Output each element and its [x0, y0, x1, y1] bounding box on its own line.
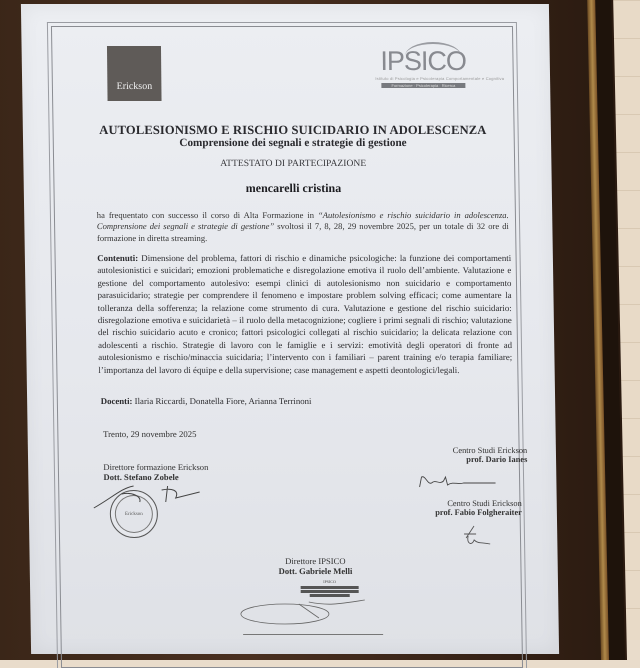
contents-paragraph — [97, 252, 512, 376]
intro-paragraph — [97, 210, 509, 244]
teachers-line — [101, 396, 515, 406]
ipsico-stamp-icon — [301, 580, 359, 598]
signer-role: Centro Studi Erickson — [447, 499, 522, 508]
signer-role: Direttore formazione Erickson — [103, 462, 209, 472]
signature-block-melli — [260, 556, 370, 576]
ipsico-logo — [375, 40, 505, 100]
zobele-signature-icon — [92, 482, 202, 512]
intro-prefix: ha frequentato con successo il corso di Alta Formazione in — [96, 210, 318, 220]
teachers-label: Docenti: — [100, 396, 133, 406]
signer-name: prof. Fabio Folgheraiter — [435, 508, 522, 517]
course-name: “Autolesionismo e rischio suicidario in adolescenza. Comprensione dei segnali e strategie di gestione” — [96, 210, 509, 232]
signer-name: Dott. Gabriele Melli — [278, 566, 353, 576]
stamp-text: Erickson — [124, 511, 143, 517]
ipsico-logo-subtitle: Istituto di Psicologia e Psicoterapia Comportamentale e Cognitiva — [375, 76, 505, 81]
signer-role: Direttore IPSICO — [285, 556, 346, 566]
contents-label: Contenuti: — [97, 253, 139, 263]
intro-suffix: svoltosi il 7, 8, 28, 29 novembre 2025, per un totale di 32 ore di formazione in diretta streaming. — [96, 221, 509, 243]
folgheraiter-signature-icon — [460, 524, 500, 550]
place-date: Trento, 29 novembre 2025 — [102, 429, 197, 439]
signature-block-ianes — [407, 446, 527, 464]
certificate-content — [67, 30, 528, 640]
certificate-title: AUTOLESIONISMO E RISCHIO SUICIDARIO IN ADOLESCENZA — [99, 123, 487, 137]
ipsico-stamp-text: IPSICO — [323, 579, 336, 584]
signature-underline — [243, 634, 383, 635]
ipsico-logo-text: IPSICO — [380, 46, 467, 76]
teachers-names: Ilaria Riccardi, Donatella Fiore, Arianna Terrinoni — [132, 396, 312, 406]
erickson-logo-text: Erickson — [116, 81, 153, 92]
ipsico-logo-band: Formazione · Psicoterapia · Ricerca — [381, 83, 465, 88]
contents-text: Dimensione del problema, fattori di rischio e dinamiche psicologiche: la funzione dei comportamenti autolesionistici e suicidari; emozioni problematiche e disregolazione emotiva il ruolo dell’ambiente. Valutazione e gestione del comportamento autolesivo: esempi clinici di autolesionismo non suicidario e comportamento parasuicidario; strategie per comprendere il fenomeno e impostare problem solving efficaci; come aumentare la tolleranza della sofferenza; la relazione come strumento di cura. Valutazione e gestione del rischio suicidario: disregolazione emotiva e suicidarietà – il ruolo della metacognizione; cogliere i primi segnali di rischio; valutazione del rischio suicidario acuto e cronico; fattori psicologici collegati al rischio suicidario; la delicata relazione con adolescenti a rischio. Strategie di lavoro con le famiglie e i servizi: emotività degli operatori di fronte ad autolesionismo e rischio/minaccia suicidaria; l’intervento con i familiari – parent training e/o terapia familiare; l’importanza del lavoro di équipe e della supervisione; case management e aspetti deontologici/legali. — [97, 253, 513, 375]
signer-role: Centro Studi Erickson — [452, 446, 528, 455]
signer-name: Dott. Stefano Zobele — [103, 472, 179, 482]
recipient-name: mencarelli cristina — [245, 181, 342, 195]
erickson-logo — [107, 46, 162, 101]
melli-signature-icon — [239, 598, 369, 628]
certificate-heading: ATTESTATO DI PARTECIPAZIONE — [220, 158, 367, 169]
certificate-subtitle: Comprensione dei segnali e strategie di gestione — [179, 137, 407, 149]
ipsico-arc-icon — [405, 42, 461, 70]
signature-block-zobele — [103, 462, 208, 482]
ianes-signature-icon — [417, 473, 497, 489]
signature-block-folgheraiter — [394, 499, 522, 517]
signer-name: prof. Dario Ianes — [466, 455, 528, 464]
